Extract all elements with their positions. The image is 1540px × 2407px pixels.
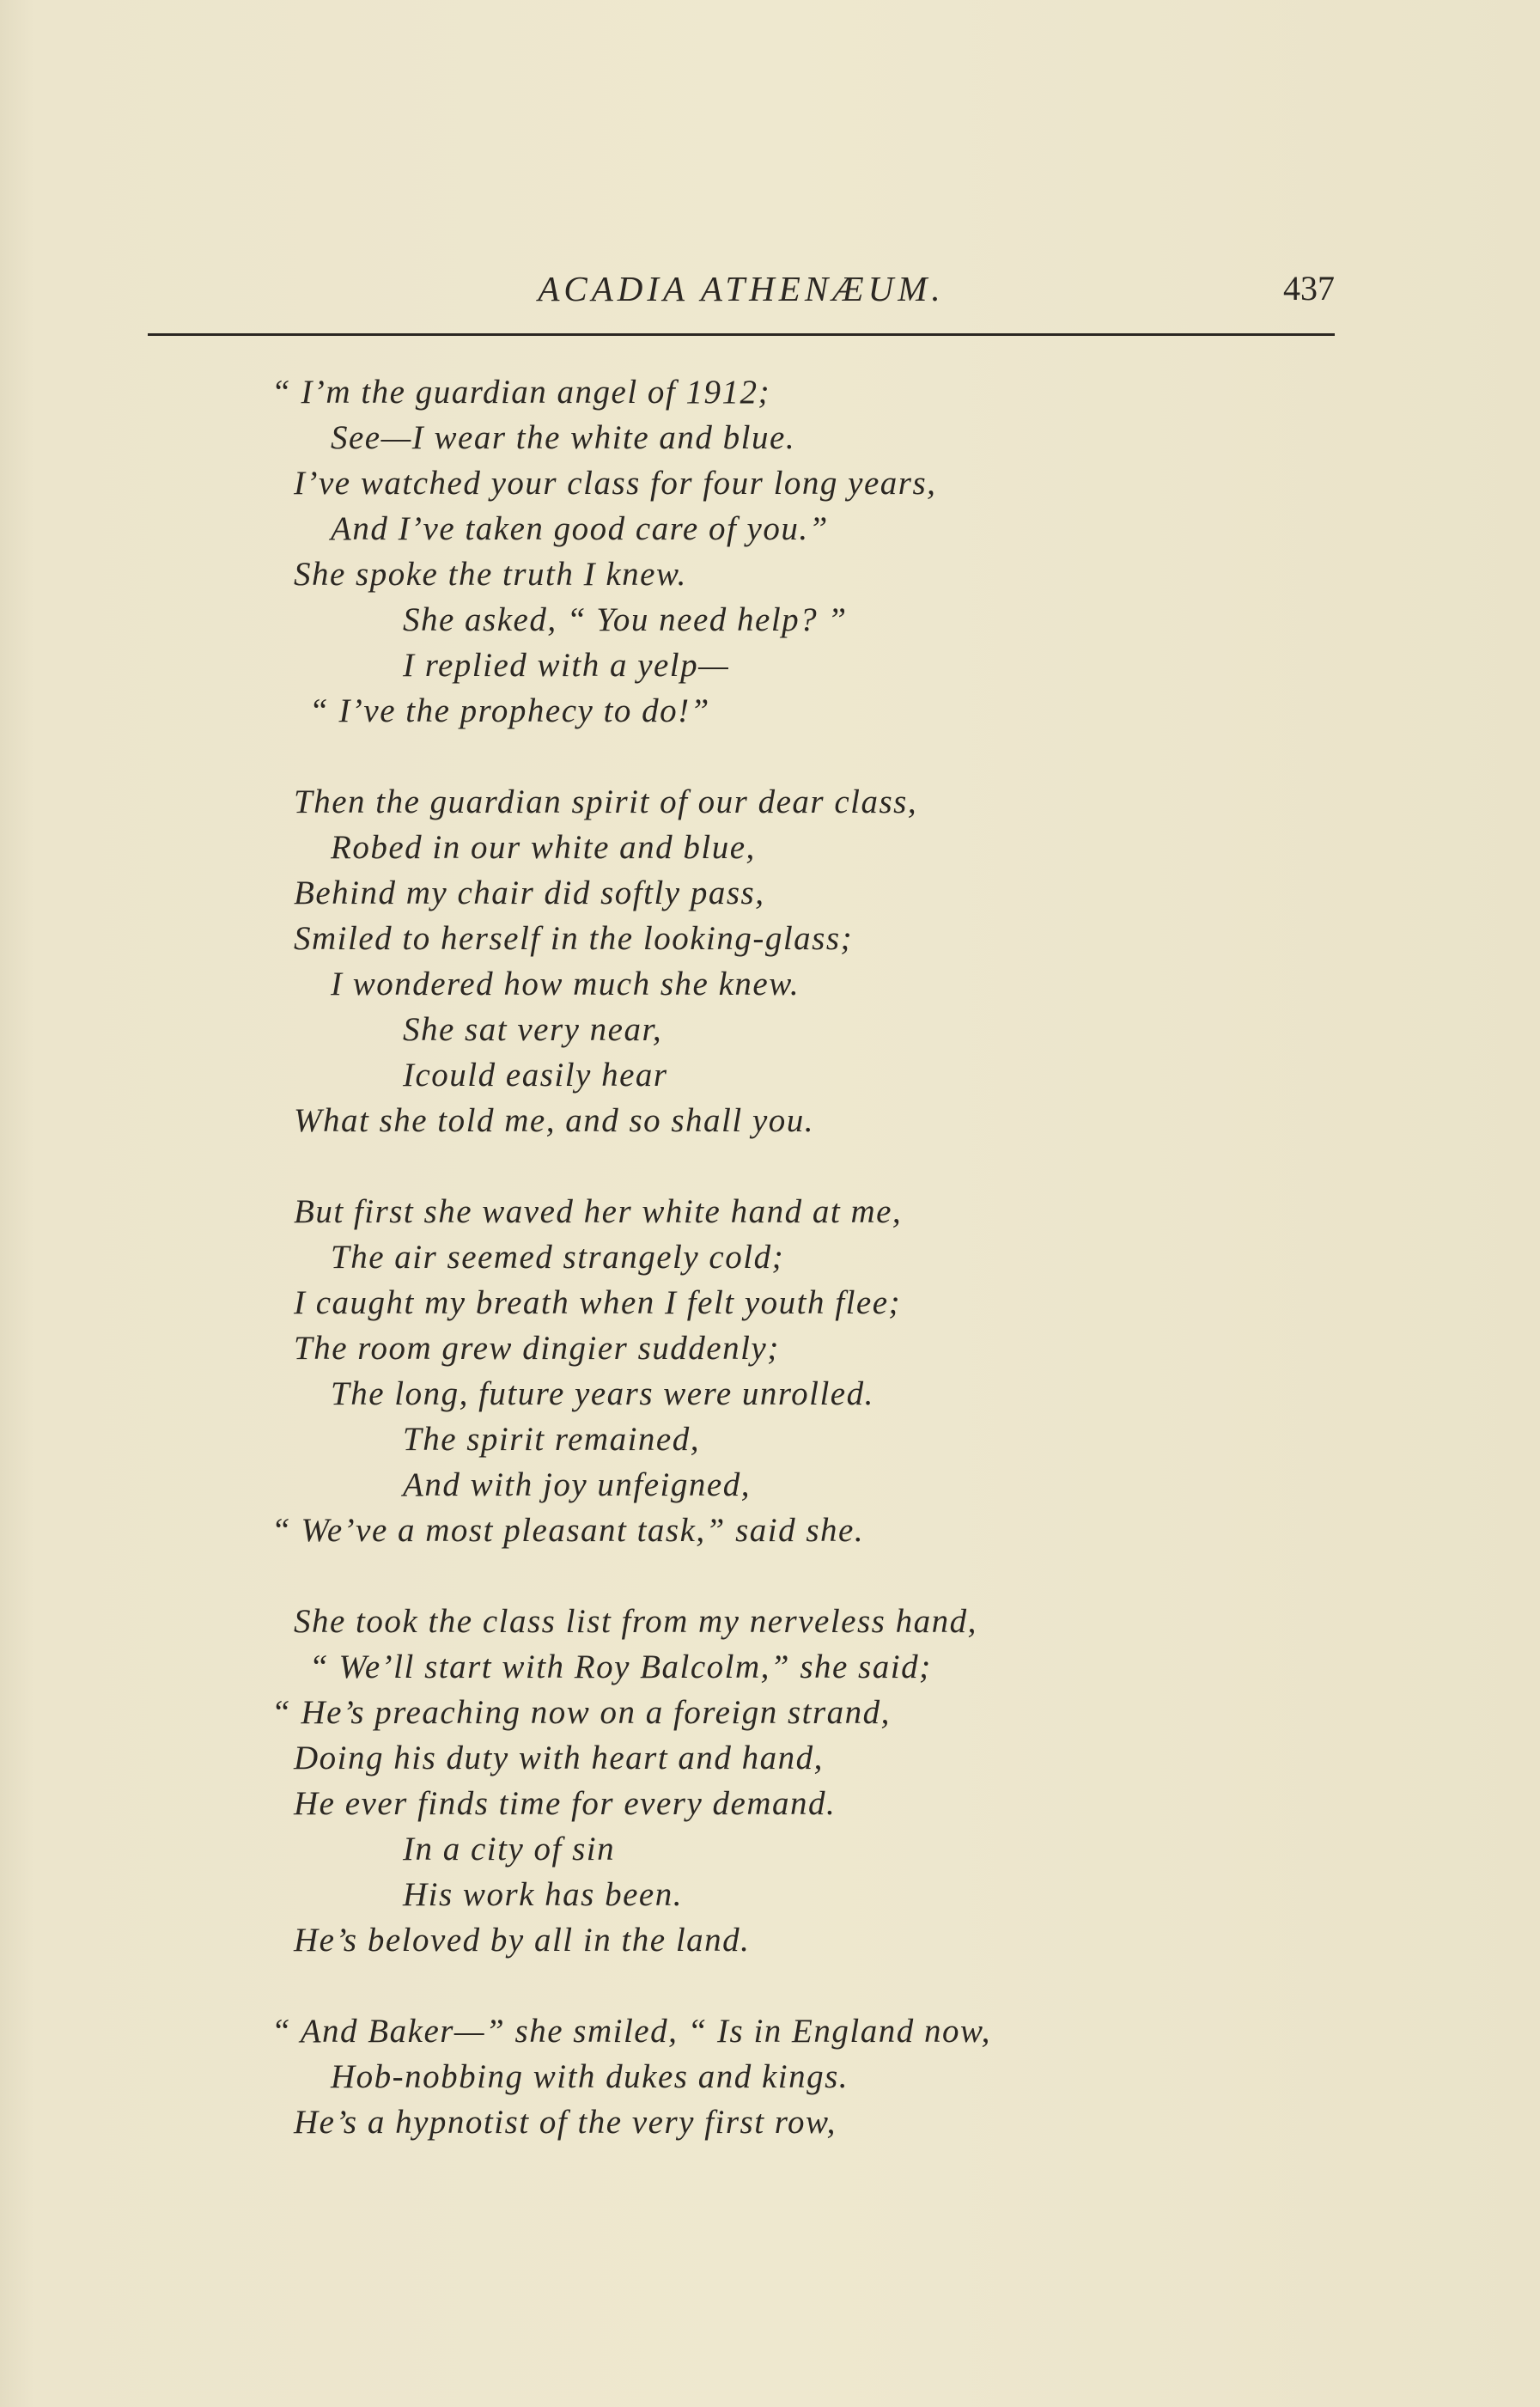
- poem-line: Hob-nobbing with dukes and kings.: [331, 2058, 849, 2095]
- stanza-4: [0, 1599, 1540, 1963]
- poem-line: Smiled to herself in the looking-glass;: [294, 920, 854, 957]
- poem-line: What she told me, and so shall you.: [294, 1102, 815, 1139]
- page-number: 437: [1283, 269, 1335, 308]
- poem-line: “ We’ll start with Roy Balcolm,” she said;: [309, 1648, 932, 1685]
- poem-line: I caught my breath when I felt youth flee;: [294, 1284, 902, 1321]
- poem-line: “ And Baker—” she smiled, “ Is in England now,: [271, 2013, 991, 2050]
- poem-line: Doing his duty with heart and hand,: [294, 1740, 824, 1776]
- poem-line: She asked, “ You need help? ”: [403, 601, 848, 638]
- stanza-3: [0, 1189, 1540, 1553]
- poem-line: But first she waved her white hand at me,: [294, 1193, 903, 1230]
- poem-line: The air seemed strangely cold;: [331, 1239, 785, 1276]
- poem-line: I replied with a yelp—: [403, 647, 730, 684]
- poem: [0, 369, 1540, 2191]
- poem-line: Then the guardian spirit of our dear class,: [294, 783, 918, 820]
- poem-line: “ He’s preaching now on a foreign strand,: [271, 1694, 891, 1731]
- poem-line: “ I’m the guardian angel of 1912;: [271, 374, 771, 411]
- poem-line: Robed in our white and blue,: [331, 829, 756, 866]
- poem-line: He’s beloved by all in the land.: [294, 1922, 751, 1959]
- header-rule: [148, 333, 1335, 336]
- poem-line: “ I’ve the prophecy to do!”: [309, 692, 710, 729]
- poem-line: The spirit remained,: [403, 1421, 700, 1458]
- poem-line: She sat very near,: [403, 1011, 663, 1048]
- stanza-5: [0, 2008, 1540, 2145]
- poem-line: She took the class list from my nerveless hand,: [294, 1603, 977, 1640]
- poem-line: He ever finds time for every demand.: [294, 1785, 837, 1822]
- poem-line: And with joy unfeigned,: [403, 1466, 751, 1503]
- poem-line: I’ve watched your class for four long years,: [294, 465, 937, 502]
- poem-line: See—I wear the white and blue.: [331, 419, 796, 456]
- poem-line: I wondered how much she knew.: [331, 966, 800, 1002]
- poem-line: “ We’ve a most pleasant task,” said she.: [271, 1512, 865, 1549]
- poem-line: Icould easily hear: [403, 1057, 668, 1094]
- poem-line: His work has been.: [403, 1876, 683, 1913]
- poem-line: The long, future years were unrolled.: [331, 1375, 874, 1412]
- poem-line: She spoke the truth I knew.: [294, 556, 687, 593]
- poem-line: He’s a hypnotist of the very first row,: [294, 2104, 837, 2141]
- poem-line: Behind my chair did softly pass,: [294, 874, 765, 911]
- poem-line: The room grew dingier suddenly;: [294, 1330, 780, 1367]
- stanza-2: [0, 779, 1540, 1143]
- stanza-1: [0, 369, 1540, 734]
- running-header: [148, 268, 1335, 337]
- poem-line: In a city of sin: [403, 1831, 616, 1868]
- poem-line: And I’ve taken good care of you.”: [331, 510, 829, 547]
- running-title: ACADIA ATHENÆUM.: [538, 269, 945, 308]
